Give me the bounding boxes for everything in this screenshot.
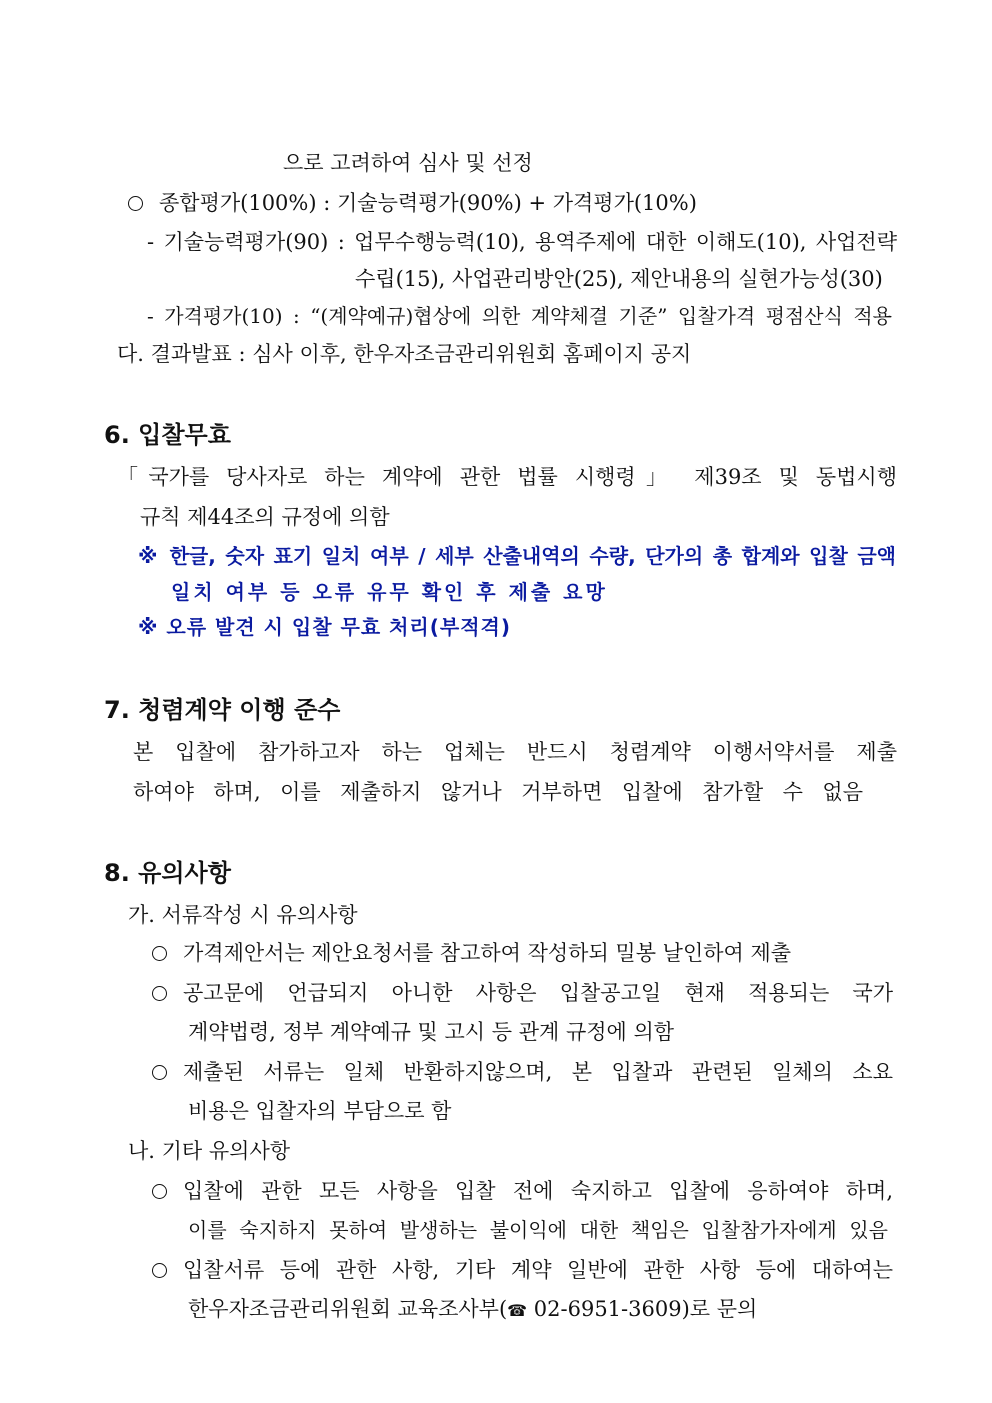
ga-item-2-cont: 계약법령, 정부 계약예규 및 고시 등 관계 규정에 의함 xyxy=(188,1020,675,1044)
bullet-circle-icon xyxy=(152,1065,167,1080)
invalid-note-1: ※ 한글, 숫자 표기 일치 여부 / 세부 산출내역의 수량, 단가의 총 합계와 입찰 금액 xyxy=(138,544,896,568)
result-announce-line: 다. 결과발표 : 심사 이후, 한우자조금관리위원회 홈페이지 공지 xyxy=(117,342,692,366)
ga-item-3-cont: 비용은 입찰자의 부담으로 함 xyxy=(188,1099,452,1123)
subsection-na-title: 나. 기타 유의사항 xyxy=(128,1139,291,1163)
na-item-1 xyxy=(152,1176,897,1206)
contact-phone: 02-6951-3609)로 문의 xyxy=(527,1297,758,1321)
invalid-note-1-cont: 일치 여부 등 오류 유무 확인 후 제출 요망 xyxy=(171,580,608,604)
eval-tech-line-cont: 수립(15), 사업관리방안(25), 제안내용의 실현가능성(30) xyxy=(355,267,883,291)
section-7-para-line1: 본 입찰에 참가하고자 하는 업체는 반드시 청렴계약 이행서약서를 제출 xyxy=(133,740,897,764)
contact-text: 한우자조금관리위원회 교육조사부( xyxy=(188,1297,508,1321)
subsection-ga-title: 가. 서류작성 시 유의사항 xyxy=(128,903,358,927)
ga-item-1 xyxy=(152,938,791,968)
section-6-para-line2: 규칙 제44조의 규정에 의함 xyxy=(140,505,390,529)
ga-item-1-text: 가격제안서는 제안요청서를 참고하여 작성하되 밀봉 날인하여 제출 xyxy=(183,941,792,965)
section-6-para-line1: 「국가를 당사자로 하는 계약에 관한 법률 시행령」 제39조 및 동법시행 xyxy=(117,465,897,489)
na-item-2-text: 입찰서류 등에 관한 사항, 기타 계약 일반에 관한 사항 등에 대하여는 xyxy=(183,1258,893,1282)
na-item-1-text: 입찰에 관한 모든 사항을 입찰 전에 숙지하고 입찰에 응하여야 하며, xyxy=(183,1179,893,1203)
eval-total-item xyxy=(128,188,697,218)
section-7-title: 7. 청렴계약 이행 준수 xyxy=(104,696,341,724)
ga-item-2-text: 공고문에 언급되지 아니한 사항은 입찰공고일 현재 적용되는 국가 xyxy=(183,981,893,1005)
bullet-circle-icon xyxy=(152,946,167,961)
na-item-2-cont xyxy=(188,1294,757,1326)
eval-price-line: - 가격평가(10) : “(계약예규)협상에 의한 계약체결 기준” 입찰가격 평점산식 적용 xyxy=(147,304,892,328)
section-8-title: 8. 유의사항 xyxy=(104,859,231,887)
phone-icon: ☎ xyxy=(507,1301,528,1320)
eval-total-text: 종합평가(100%) : 기술능력평가(90%) + 가격평가(10%) xyxy=(159,191,697,215)
bullet-circle-icon xyxy=(152,1263,167,1278)
invalid-note-2: ※ 오류 발견 시 입찰 무효 처리(부적격) xyxy=(138,615,511,639)
section-7-para-line2: 하여야 하며, 이를 제출하지 않거나 거부하면 입찰에 참가할 수 없음 xyxy=(133,780,863,804)
bullet-circle-icon xyxy=(152,986,167,1001)
bullet-circle-icon xyxy=(128,196,143,211)
ga-item-2 xyxy=(152,978,897,1008)
ga-item-3 xyxy=(152,1057,897,1087)
eval-text-cont: 으로 고려하여 심사 및 선정 xyxy=(283,151,533,175)
ga-item-3-text: 제출된 서류는 일체 반환하지않으며, 본 입찰과 관련된 일체의 소요 xyxy=(183,1060,893,1084)
eval-tech-line: - 기술능력평가(90) : 업무수행능력(10), 용역주제에 대한 이해도(10), 사업전략 xyxy=(147,230,897,254)
section-6-title: 6. 입찰무효 xyxy=(104,421,231,449)
na-item-1-cont: 이를 숙지하지 못하여 발생하는 불이익에 대한 책임은 입찰참가자에게 있음 xyxy=(188,1218,888,1242)
na-item-2 xyxy=(152,1255,897,1285)
bullet-circle-icon xyxy=(152,1184,167,1199)
